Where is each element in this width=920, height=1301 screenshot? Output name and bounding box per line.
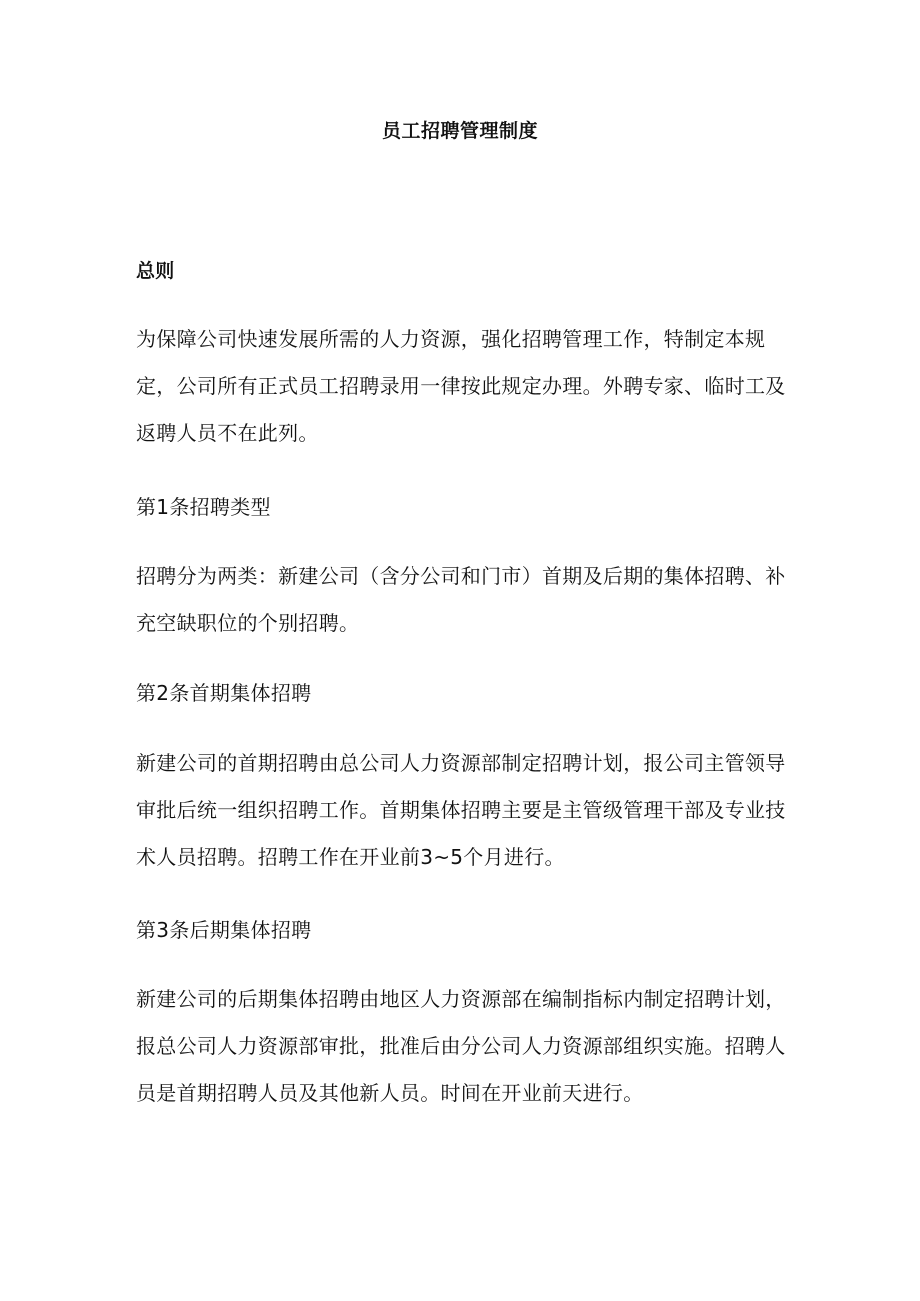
section-heading: 总则 xyxy=(136,260,175,282)
intro-paragraph: 为保障公司快速发展所需的人力资源，强化招聘管理工作，特制定本规定，公司所有正式员工招聘录用一律按此规定办理。外聘专家、临时工及返聘人员不在此列。 xyxy=(136,327,786,445)
article-2-body: 新建公司的首期招聘由总公司人力资源部制定招聘计划，报公司主管领导审批后统一组织招聘工作。首期集体招聘主要是主管级管理干部及专业技术人员招聘。招聘工作在开业前3~5个月进行。 xyxy=(136,751,786,869)
article-3-body: 新建公司的后期集体招聘由地区人力资源部在编制指标内制定招聘计划，报总公司人力资源部审批，批准后由分公司人力资源部组织实施。招聘人员是首期招聘人员及其他新人员。时间在开业前天进行。 xyxy=(136,987,786,1105)
document-title: 员工招聘管理制度 xyxy=(381,120,538,142)
article-1-body: 招聘分为两类：新建公司（含分公司和门市）首期及后期的集体招聘、补充空缺职位的个别招聘。 xyxy=(136,564,786,635)
article-2-heading: 第2条首期集体招聘 xyxy=(136,681,312,705)
article-1-heading: 第1条招聘类型 xyxy=(136,495,271,519)
article-3-heading: 第3条后期集体招聘 xyxy=(136,918,312,942)
